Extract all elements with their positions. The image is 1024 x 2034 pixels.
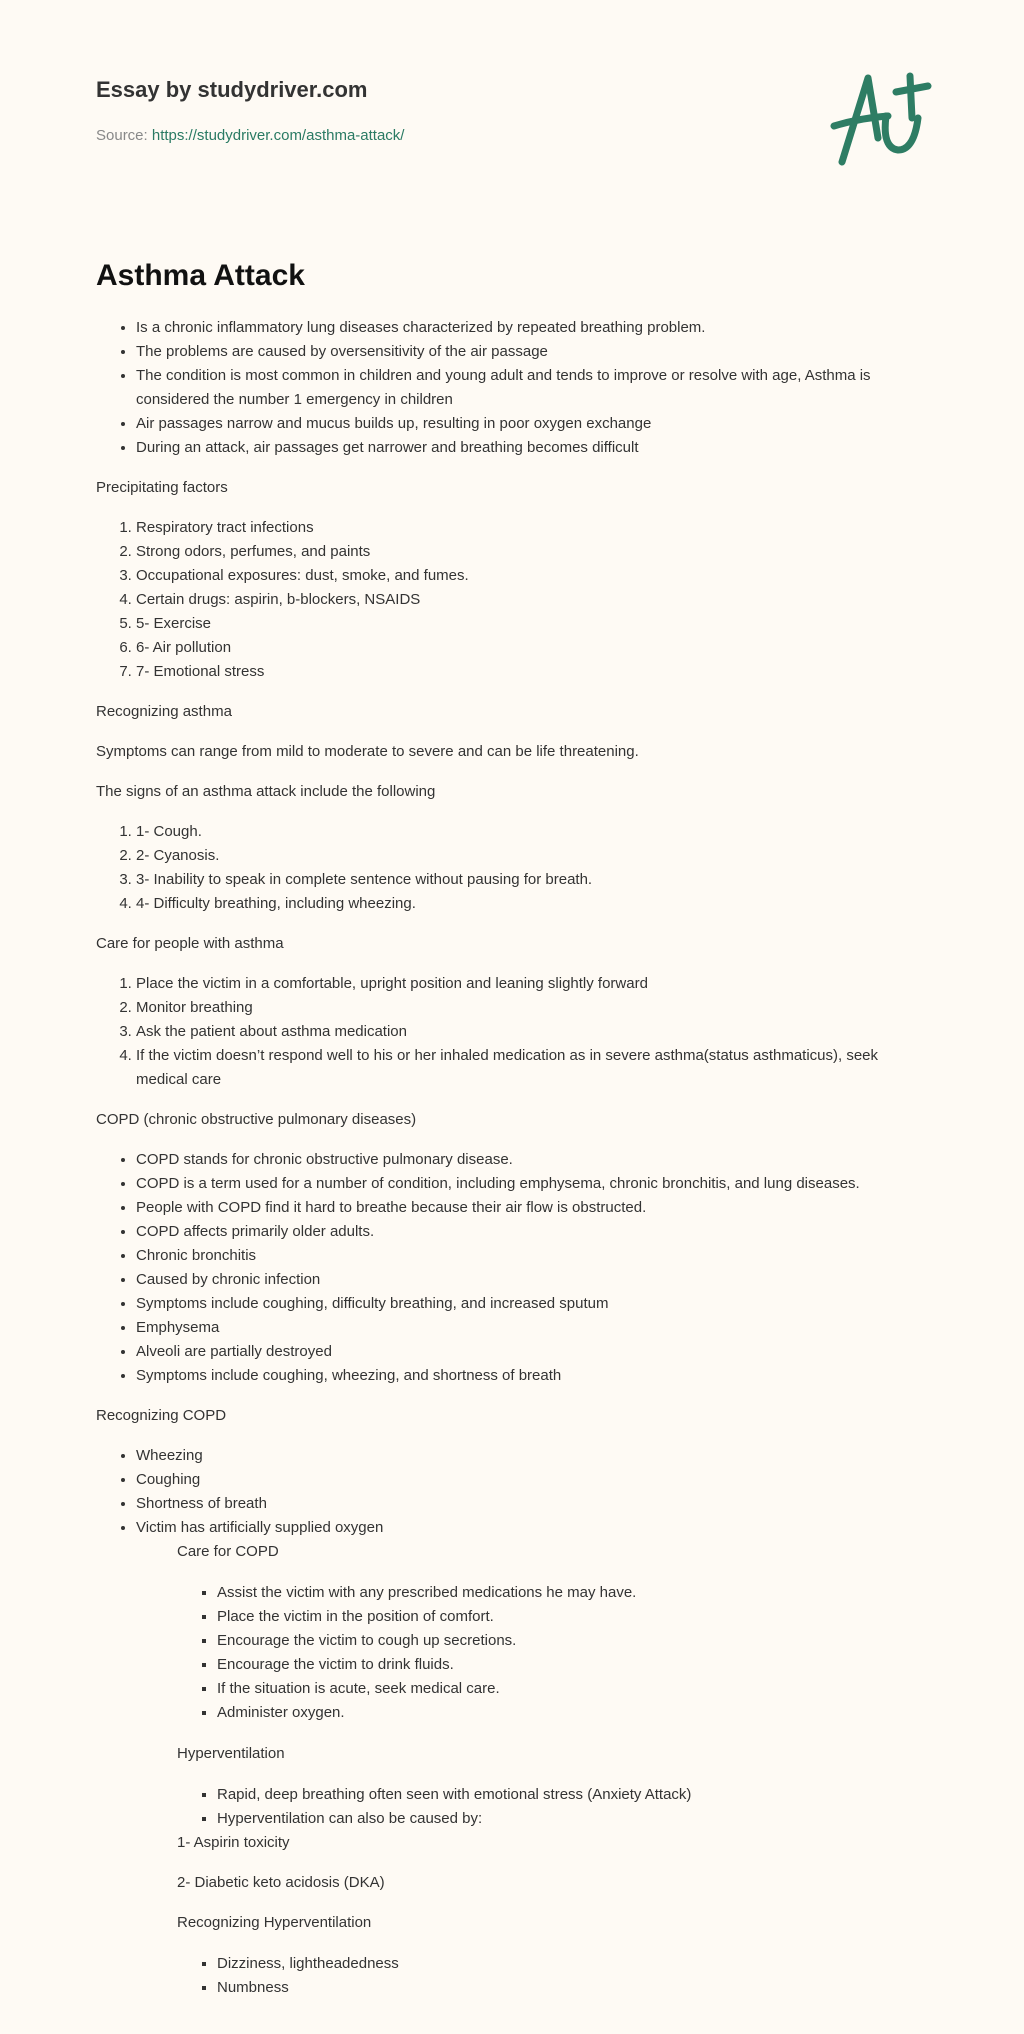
list-item: • The condition is most common in children and young adult and tends to improve or resolve with age, Asthma is considered the number 1 emergency in children xyxy=(136,364,926,412)
list-item: 4. 4- Difficulty breathing, including wheezing. xyxy=(136,892,926,916)
list-item: 5. 5- Exercise xyxy=(136,612,926,636)
list-item: 3. Ask the patient about asthma medication xyxy=(136,1020,926,1044)
essay-body xyxy=(96,256,926,2016)
list-item: • Caused by chronic infection xyxy=(136,1268,926,1292)
list-item: 6. 6- Air pollution xyxy=(136,636,926,660)
list-item: 4. If the victim doesn’t respond well to his or her inhaled medication as in severe asthma(status asthmaticus), seek medical care xyxy=(136,1044,926,1092)
recognizing-asthma-heading: Recognizing asthma xyxy=(96,703,232,720)
nested-section xyxy=(177,1540,926,2000)
care-asthma-list xyxy=(96,972,926,1092)
list-item: 2. 2- Cyanosis. xyxy=(136,844,926,868)
source-label: Source: xyxy=(96,127,148,144)
list-item: ▪ Encourage the victim to drink fluids. xyxy=(217,1653,926,1677)
list-item: • Alveoli are partially destroyed xyxy=(136,1340,926,1364)
list-item: ▪ Encourage the victim to cough up secretions. xyxy=(217,1629,926,1653)
list-item: • Victim has artificially supplied oxygen xyxy=(136,1516,926,1540)
list-item: • Wheezing xyxy=(136,1444,926,1468)
list-item: • COPD stands for chronic obstructive pulmonary disease. xyxy=(136,1148,926,1172)
care-copd-heading: Care for COPD xyxy=(177,1543,279,1560)
copd-list xyxy=(96,1148,926,1388)
hyperventilation-heading: Hyperventilation xyxy=(177,1745,285,1762)
list-item: • COPD is a term used for a number of condition, including emphysema, chronic bronchitis, and lung diseases. xyxy=(136,1172,926,1196)
list-item: ▪ If the situation is acute, seek medical care. xyxy=(217,1677,926,1701)
list-item: 3. 3- Inability to speak in complete sentence without pausing for breath. xyxy=(136,868,926,892)
list-item: • During an attack, air passages get narrower and breathing becomes difficult xyxy=(136,436,926,460)
source-link[interactable]: https://studydriver.com/asthma-attack/ xyxy=(151,127,405,144)
cause-dka: 2- Diabetic keto acidosis (DKA) xyxy=(177,1874,385,1891)
recognizing-hyperventilation-heading: Recognizing Hyperventilation xyxy=(177,1914,372,1931)
recognizing-copd-list xyxy=(96,1444,926,1540)
list-item: ▪ Dizziness, lightheadedness xyxy=(217,1952,926,1976)
list-item: 3. Occupational exposures: dust, smoke, and fumes. xyxy=(136,564,926,588)
list-item: • Emphysema xyxy=(136,1316,926,1340)
list-item: • Symptoms include coughing, wheezing, and shortness of breath xyxy=(136,1364,926,1388)
recognizing-copd-heading: Recognizing COPD xyxy=(96,1407,227,1424)
list-item: • Air passages narrow and mucus builds up, resulting in poor oxygen exchange xyxy=(136,412,926,436)
signs-heading: The signs of an asthma attack include the following xyxy=(96,783,436,800)
list-item: • People with COPD find it hard to breathe because their air flow is obstructed. xyxy=(136,1196,926,1220)
recognizing-hyperventilation-list xyxy=(177,1952,926,2000)
list-item: • Symptoms include coughing, difficulty breathing, and increased sputum xyxy=(136,1292,926,1316)
care-asthma-heading: Care for people with asthma xyxy=(96,935,284,952)
list-item: 1. Respiratory tract infections xyxy=(136,516,926,540)
a-plus-logo-icon xyxy=(820,68,932,168)
list-item: • COPD affects primarily older adults. xyxy=(136,1220,926,1244)
source-line xyxy=(96,124,404,148)
list-item: • Is a chronic inflammatory lung diseases characterized by repeated breathing problem. xyxy=(136,316,926,340)
page-title: Asthma Attack xyxy=(96,259,305,292)
list-item: ▪ Numbness xyxy=(217,1976,926,2000)
list-item: ▪ Administer oxygen. xyxy=(217,1701,926,1725)
list-item: ▪ Hyperventilation can also be caused by: xyxy=(217,1807,926,1831)
hyperventilation-list xyxy=(177,1783,926,1831)
copd-heading: COPD (chronic obstructive pulmonary diseases) xyxy=(96,1111,417,1128)
site-title: Essay by studydriver.com xyxy=(96,77,368,102)
intro-list xyxy=(96,316,926,460)
list-item: 2. Strong odors, perfumes, and paints xyxy=(136,540,926,564)
list-item: 2. Monitor breathing xyxy=(136,996,926,1020)
list-item: • Coughing xyxy=(136,1468,926,1492)
list-item: ▪ Assist the victim with any prescribed medications he may have. xyxy=(217,1581,926,1605)
essay-header xyxy=(96,74,404,148)
list-item: • The problems are caused by oversensitivity of the air passage xyxy=(136,340,926,364)
list-item: ▪ Rapid, deep breathing often seen with emotional stress (Anxiety Attack) xyxy=(217,1783,926,1807)
list-item: • Shortness of breath xyxy=(136,1492,926,1516)
list-item: 4. Certain drugs: aspirin, b-blockers, NSAIDS xyxy=(136,588,926,612)
signs-list xyxy=(96,820,926,916)
list-item: 1. Place the victim in a comfortable, upright position and leaning slightly forward xyxy=(136,972,926,996)
list-item: ▪ Place the victim in the position of comfort. xyxy=(217,1605,926,1629)
list-item: 7. 7- Emotional stress xyxy=(136,660,926,684)
precipitating-heading: Precipitating factors xyxy=(96,479,228,496)
symptoms-text: Symptoms can range from mild to moderate to severe and can be life threatening. xyxy=(96,743,639,760)
care-copd-list xyxy=(177,1581,926,1725)
list-item: 1. 1- Cough. xyxy=(136,820,926,844)
list-item: • Chronic bronchitis xyxy=(136,1244,926,1268)
precipitating-list xyxy=(96,516,926,684)
cause-aspirin: 1- Aspirin toxicity xyxy=(177,1834,290,1851)
